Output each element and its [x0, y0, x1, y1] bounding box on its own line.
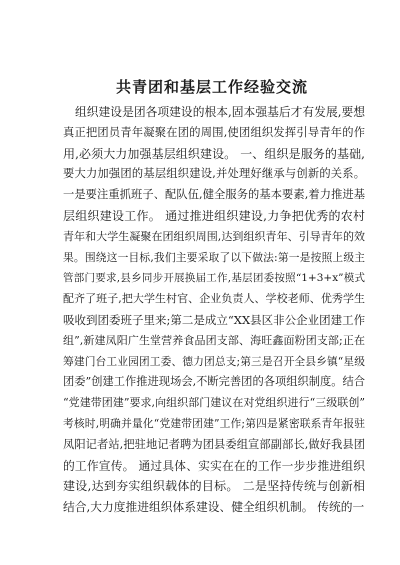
paragraph-line: 一是要注重抓班子、配队伍,健全服务的基本要素,着力推进基: [63, 188, 365, 202]
paragraph-line: 组”,新建凤阳广生堂营养食品团支部、海旺鑫面粉团支部;正在: [63, 333, 365, 347]
paragraph-line: 凤阳记者站,把驻地记者聘为团县委组宣部副部长,做好我县团: [63, 437, 365, 451]
document-body: [63, 102, 365, 518]
paragraph-line: 真正把团员青年凝聚在团的周围,使团组织发挥引导青年的作: [63, 125, 365, 139]
paragraph-line: 果。围绕这一目标,我们主要采取了以下做法:第一是按照上级主: [63, 250, 365, 264]
paragraph-line: 组织建设是团各项建设的根本,固本强基后才有发展,要想: [75, 105, 365, 119]
paragraph-line: 的工作宣传。 通过具体、实实在在的工作一步步推进组织: [63, 458, 365, 473]
paragraph-line: 青年和大学生凝聚在团组织周围,达到组织青年、引导青年的效: [63, 229, 365, 243]
paragraph-line: 团委”创建工作推进现场会,不断完善团的各项组织制度。结合: [63, 375, 365, 389]
paragraph-line: 配齐了班子,把大学生村官、企业负责人、学校老师、优秀学生: [63, 292, 365, 306]
paragraph-line: 吸收到团委班子里来;第二是成立“XX县区非公企业团建工作: [63, 312, 365, 327]
document-title: 共青团和基层工作经验交流: [116, 78, 309, 96]
paragraph-line: 筹建门台工业园团工委、德力团总支;第三是召开全县乡镇“星级: [63, 354, 365, 368]
paragraph-line: 层组织建设工作。 通过推进组织建设,力争把优秀的农村: [63, 208, 365, 223]
paragraph-line: 要大力加强团的基层组织建设,并处理好继承与创新的关系。: [63, 167, 365, 181]
paragraph-line: “党建带团建”要求,向组织部门建议在对党组织进行“三级联创”: [63, 396, 365, 410]
paragraph-line: 建设,达到夯实组织载体的目标。 二是坚持传统与创新相: [63, 479, 365, 494]
paragraph-line: 考核时,明确并量化“党建带团建”工作;第四是紧密联系青年报驻: [63, 416, 365, 430]
paragraph-line: 用,必须大力加强基层组织建设。 一、组织是服务的基础,: [63, 146, 365, 161]
paragraph-line: 管部门要求,县乡同步开展换届工作,基层团委按照“1+3+x”模式: [63, 272, 365, 285]
paragraph-line: 结合,大力度推进组织体系建设、健全组织机制。 传统的一: [63, 500, 365, 515]
